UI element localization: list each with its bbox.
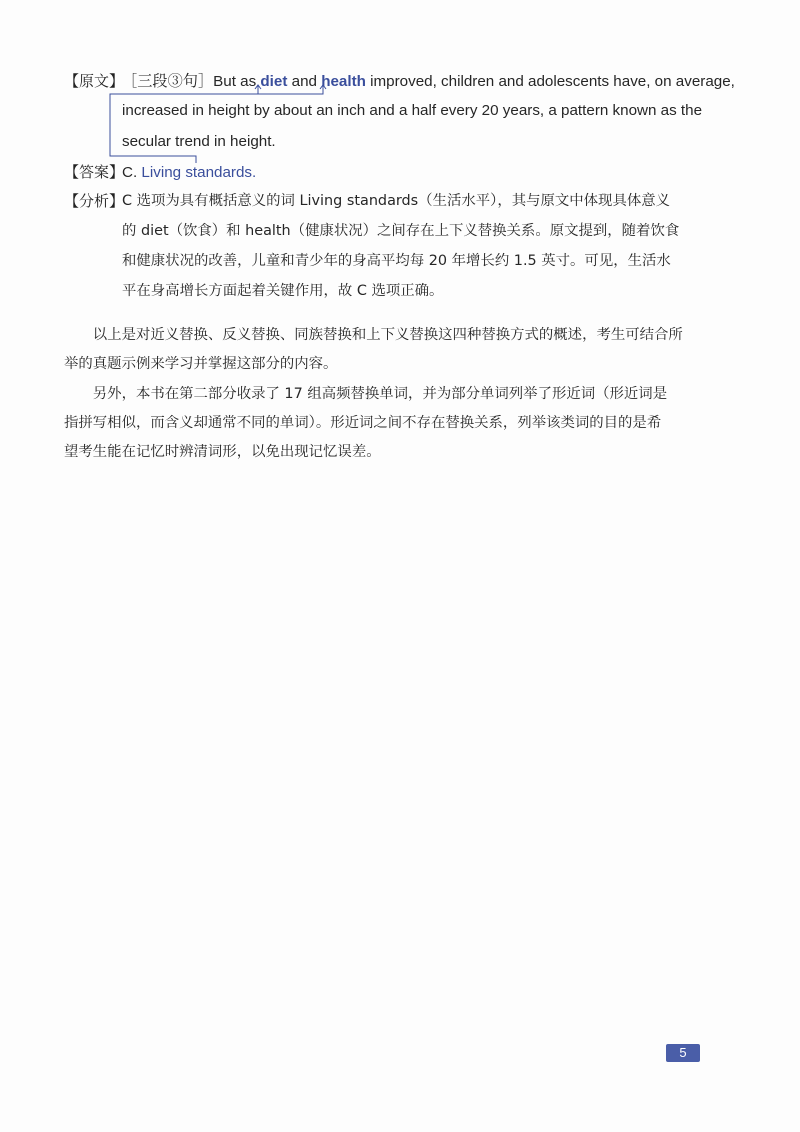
analysis-label: 【分析】	[64, 192, 125, 210]
paragraph-line-1: 以上是对近义替换、反义替换、同族替换和上下义替换这四种替换方式的概述，考生可结合所	[64, 327, 683, 343]
original-line-1-prefix: ［三段③句］But as	[122, 73, 261, 90]
original-line-1-and: and	[287, 73, 322, 90]
answer-choice: Living standards.	[141, 164, 257, 181]
original-line-2: increased in height by about an inch and a half every 20 years, a pattern known as the	[122, 102, 703, 119]
page-number-badge: 5	[666, 1044, 700, 1062]
paragraph-line-4: 指拼写相似，而含义却通常不同的单词）。形近词之间不存在替换关系，列举该类词的目的是希	[64, 415, 662, 431]
paragraph-line-2: 举的真题示例来学习并掌握这部分的内容。	[64, 356, 338, 372]
keyword-health: health	[321, 73, 366, 90]
paragraph-line-3: 另外，本书在第二部分收录了 17 组高频替换单词，并为部分单词列举了形近词（形近词是	[64, 386, 668, 402]
paragraph-line-5: 望考生能在记忆时辨清词形，以免出现记忆误差。	[64, 444, 381, 460]
keyword-diet: diet	[260, 73, 288, 90]
answer-text	[122, 157, 256, 188]
analysis-line-2: 的 diet（饮食）和 health（健康状况）之间存在上下义替换关系。原文提到，随着饮食	[122, 223, 680, 239]
analysis-line-1: C 选项为具有概括意义的词 Living standards（生活水平），其与原文中体现具体意义	[122, 193, 671, 209]
answer-prefix: C.	[122, 164, 142, 181]
original-label: 【原文】	[64, 72, 125, 90]
analysis-line-3: 和健康状况的改善，儿童和青少年的身高平均每 20 年增长约 1.5 英寸。可见，生活水	[122, 253, 671, 269]
original-line-1-suffix: improved, children and adolescents have, on average,	[365, 73, 735, 90]
analysis-line-4: 平在身高增长方面起着关键作用，故 C 选项正确。	[122, 283, 444, 299]
original-line-3: secular trend in height.	[122, 133, 276, 150]
answer-label: 【答案】	[64, 163, 125, 181]
